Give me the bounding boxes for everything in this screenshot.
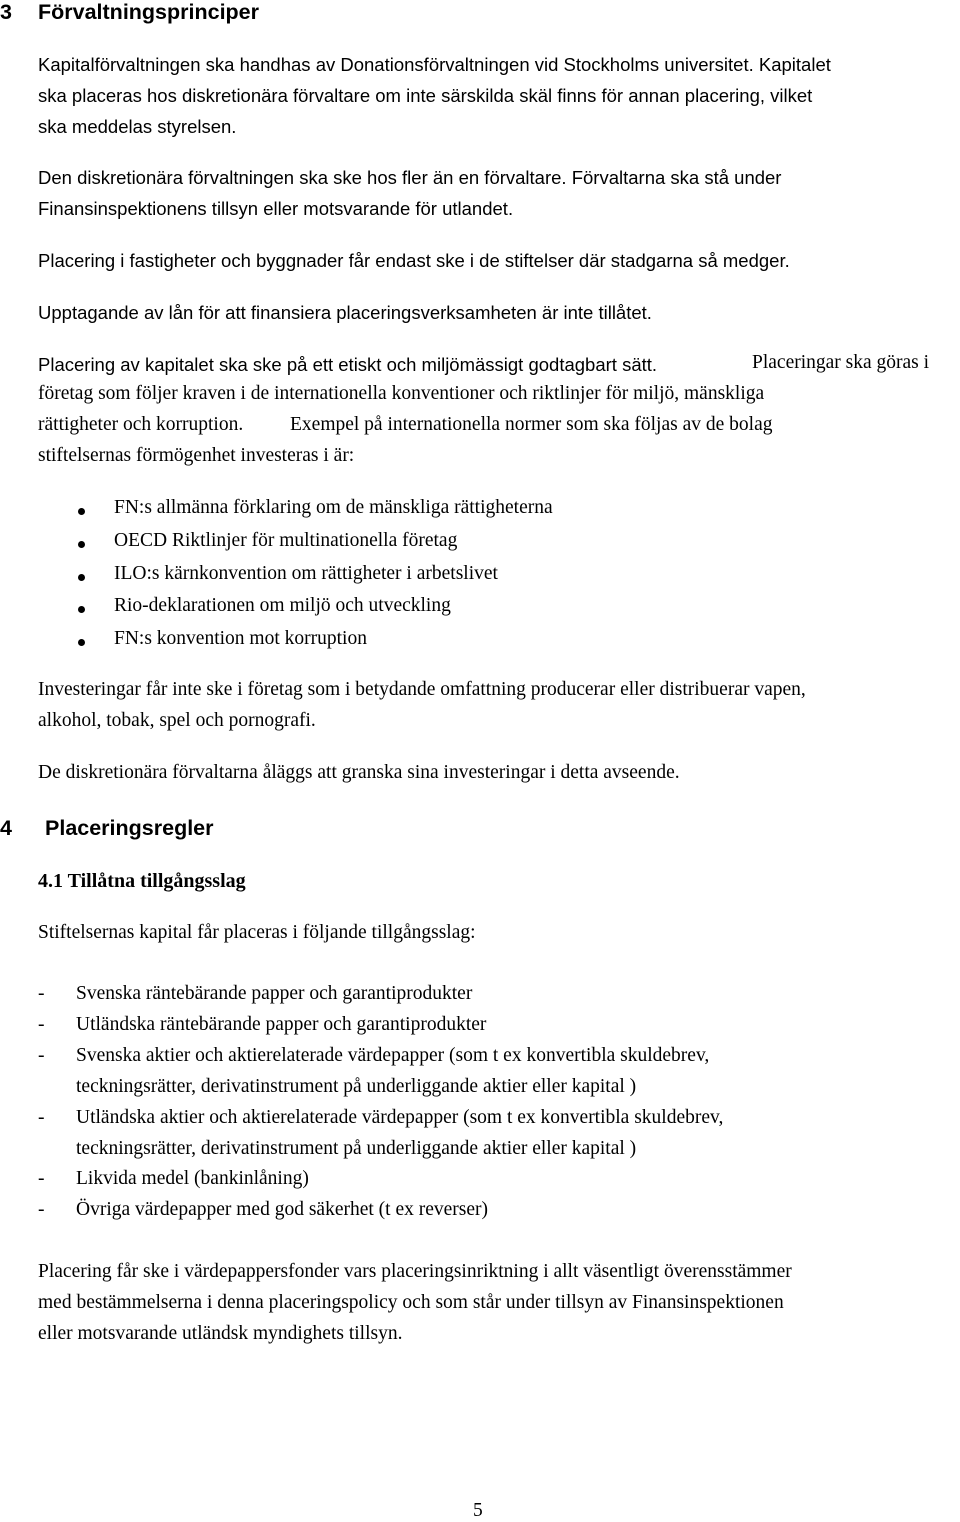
- paragraph-line: Placeringar ska göras i: [752, 352, 930, 373]
- paragraph-line: Exempel på internationella normer som ska följas av de bolag: [290, 414, 773, 435]
- bullet-icon: [78, 541, 85, 548]
- list-item: ILO:s kärnkonvention om rättigheter i arbetslivet: [114, 563, 498, 584]
- list-item: Utländska räntebärande papper och garantiprodukter: [76, 1014, 487, 1035]
- section-4-title: Placeringsregler: [45, 816, 214, 840]
- paragraph-line: De diskretionära förvaltarna åläggs att granska sina investeringar i detta avseende.: [38, 762, 680, 783]
- section-3-title: Förvaltningsprinciper: [38, 0, 260, 24]
- list-item: Likvida medel (bankinlåning): [76, 1168, 309, 1189]
- paragraph-line: Placering får ske i värdepappersfonder vars placeringsinriktning i allt väsentligt överensstämmer: [38, 1261, 792, 1282]
- bullet-icon: [78, 508, 85, 515]
- section-3-heading: [0, 0, 400, 26]
- paragraph-line: ska placeras hos diskretionära förvaltare om inte särskilda skäl finns för annan placering, vilket: [38, 85, 813, 106]
- paragraph-line: eller motsvarande utländsk myndighets tillsyn.: [38, 1323, 403, 1344]
- list-dash: -: [38, 983, 45, 1004]
- paragraph-line: Den diskretionära förvaltningen ska ske hos fler än en förvaltare. Förvaltarna ska stå under: [38, 167, 782, 188]
- paragraph-line: stiftelsernas förmögenhet investeras i är:: [38, 445, 355, 466]
- paragraph-line: Upptagande av lån för att finansiera placeringsverksamheten är inte tillåtet.: [38, 302, 652, 323]
- paragraph-line: alkohol, tobak, spel och pornografi.: [38, 710, 316, 731]
- paragraph-line: Placering av kapitalet ska ske på ett etiskt och miljömässigt godtagbart sätt.: [38, 354, 658, 375]
- list-dash: -: [38, 1199, 45, 1220]
- section-4-heading: [0, 816, 400, 842]
- paragraph-line: Stiftelsernas kapital får placeras i följande tillgångsslag:: [38, 922, 476, 943]
- bullet-icon: [78, 606, 85, 613]
- paragraph-line: med bestämmelserna i denna placeringspolicy och som står under tillsyn av Finansinspektionen: [38, 1292, 784, 1313]
- paragraph-line: rättigheter och korruption.: [38, 414, 244, 435]
- bullet-icon: [78, 639, 85, 646]
- paragraph-line: Investeringar får inte ske i företag som i betydande omfattning producerar eller distribuerar vapen,: [38, 679, 806, 700]
- list-item-continued: teckningsrätter, derivatinstrument på underliggande aktier eller kapital ): [76, 1076, 637, 1097]
- list-item: OECD Riktlinjer för multinationella företag: [114, 530, 458, 551]
- list-item: Svenska räntebärande papper och garantiprodukter: [76, 983, 473, 1004]
- bullet-icon: [78, 574, 85, 581]
- subsection-heading: 4.1 Tillåtna tillgångsslag: [38, 870, 246, 892]
- paragraph-line: företag som följer kraven i de internationella konventioner och riktlinjer för miljö, mänskliga: [38, 383, 765, 404]
- paragraph-line: ska meddelas styrelsen.: [38, 116, 237, 137]
- list-item: Övriga värdepapper med god säkerhet (t ex reverser): [76, 1199, 489, 1220]
- section-4-number: 4: [0, 816, 12, 840]
- list-dash: -: [38, 1045, 45, 1066]
- paragraph-line: Placering i fastigheter och byggnader får endast ske i de stiftelser där stadgarna så medger.: [38, 250, 790, 271]
- page-number: 5: [473, 1500, 483, 1521]
- paragraph-line: Kapitalförvaltningen ska handhas av Donationsförvaltningen vid Stockholms universitet. Kapitalet: [38, 54, 831, 75]
- list-dash: -: [38, 1014, 45, 1035]
- list-item: FN:s konvention mot korruption: [114, 628, 367, 649]
- list-item-continued: teckningsrätter, derivatinstrument på underliggande aktier eller kapital ): [76, 1138, 637, 1159]
- list-item: Utländska aktier och aktierelaterade värdepapper (som t ex konvertibla skuldebrev,: [76, 1107, 724, 1128]
- list-item: FN:s allmänna förklaring om de mänskliga rättigheterna: [114, 497, 553, 518]
- list-dash: -: [38, 1168, 45, 1189]
- paragraph-line: Finansinspektionens tillsyn eller motsvarande för utlandet.: [38, 198, 514, 219]
- list-item: Svenska aktier och aktierelaterade värdepapper (som t ex konvertibla skuldebrev,: [76, 1045, 710, 1066]
- list-item: Rio-deklarationen om miljö och utveckling: [114, 595, 451, 616]
- section-3-number: 3: [0, 0, 12, 24]
- list-dash: -: [38, 1107, 45, 1128]
